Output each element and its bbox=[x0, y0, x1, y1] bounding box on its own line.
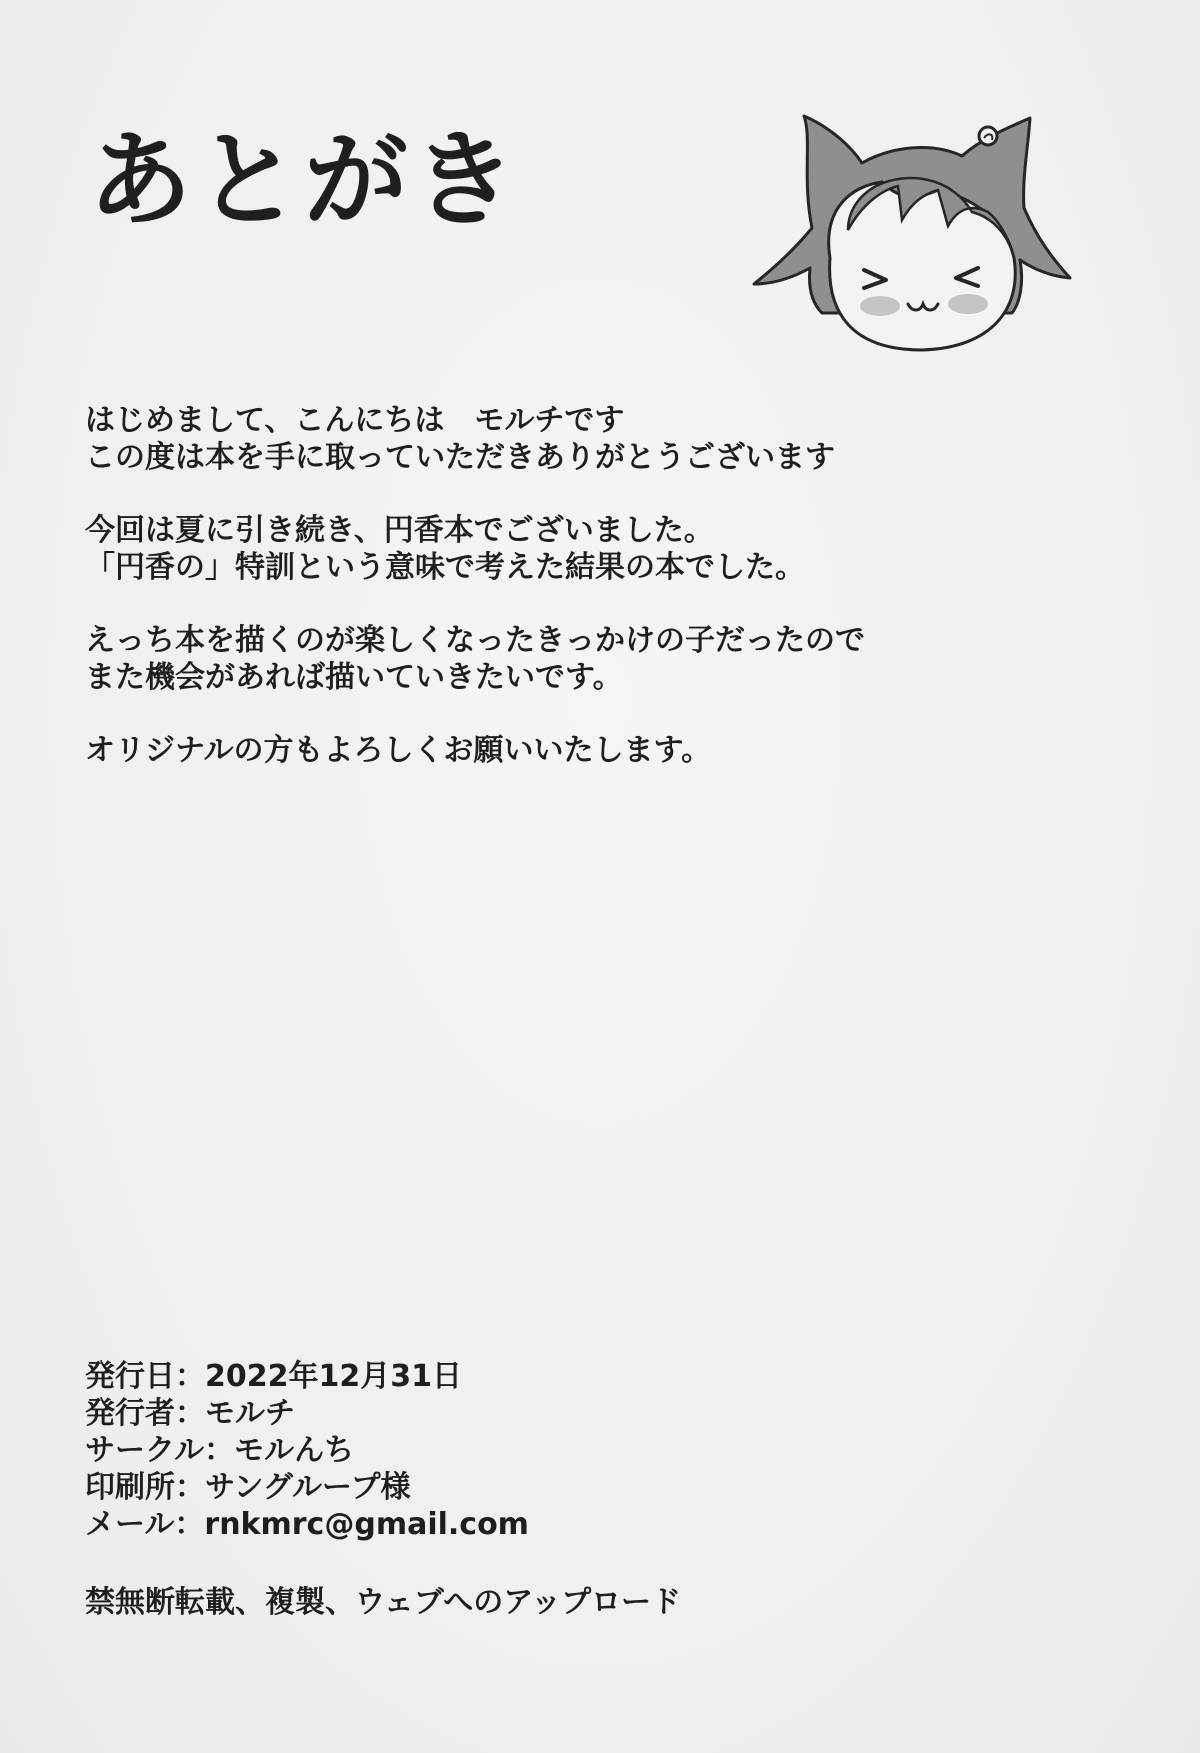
text-line: オリジナルの方もよろしくお願いいたします。 bbox=[85, 733, 712, 768]
paragraph-motivation bbox=[85, 622, 985, 696]
right-blush bbox=[948, 294, 988, 314]
left-blush bbox=[860, 296, 900, 316]
text-line: また機会があれば描いていきたいです。 bbox=[85, 660, 623, 695]
email: メール：rnkmrc@gmail.com bbox=[85, 1507, 529, 1542]
colophon bbox=[85, 1358, 785, 1543]
printer: 印刷所：サングループ様 bbox=[85, 1470, 411, 1505]
copyright-notice: 禁無断転載、複製、ウェブへのアップロード bbox=[85, 1585, 682, 1620]
text-line: この度は本を手に取っていただきありがとうございます bbox=[85, 440, 835, 475]
circle-name: サークル：モルんち bbox=[85, 1433, 355, 1468]
afterword-body bbox=[85, 402, 985, 805]
paragraph-greeting bbox=[85, 402, 985, 476]
text-line: 「円香の」特訓という意味で考えた結果の本でした。 bbox=[85, 550, 805, 585]
page-title: あとがき bbox=[88, 119, 521, 241]
text-line: えっち本を描くのが楽しくなったきっかけの子だったので bbox=[85, 623, 865, 658]
cat-eared-character-face-icon bbox=[752, 108, 1072, 378]
publication-date: 発行日：2022年12月31日 bbox=[85, 1359, 462, 1394]
ahoge-curl bbox=[979, 127, 997, 145]
text-line: 今回は夏に引き続き、円香本でございました。 bbox=[85, 513, 714, 548]
text-line: はじめまして、こんにちは モルチです bbox=[85, 403, 625, 438]
publisher: 発行者：モルチ bbox=[85, 1396, 295, 1431]
paragraph-closing bbox=[85, 732, 985, 769]
paragraph-book bbox=[85, 512, 985, 586]
